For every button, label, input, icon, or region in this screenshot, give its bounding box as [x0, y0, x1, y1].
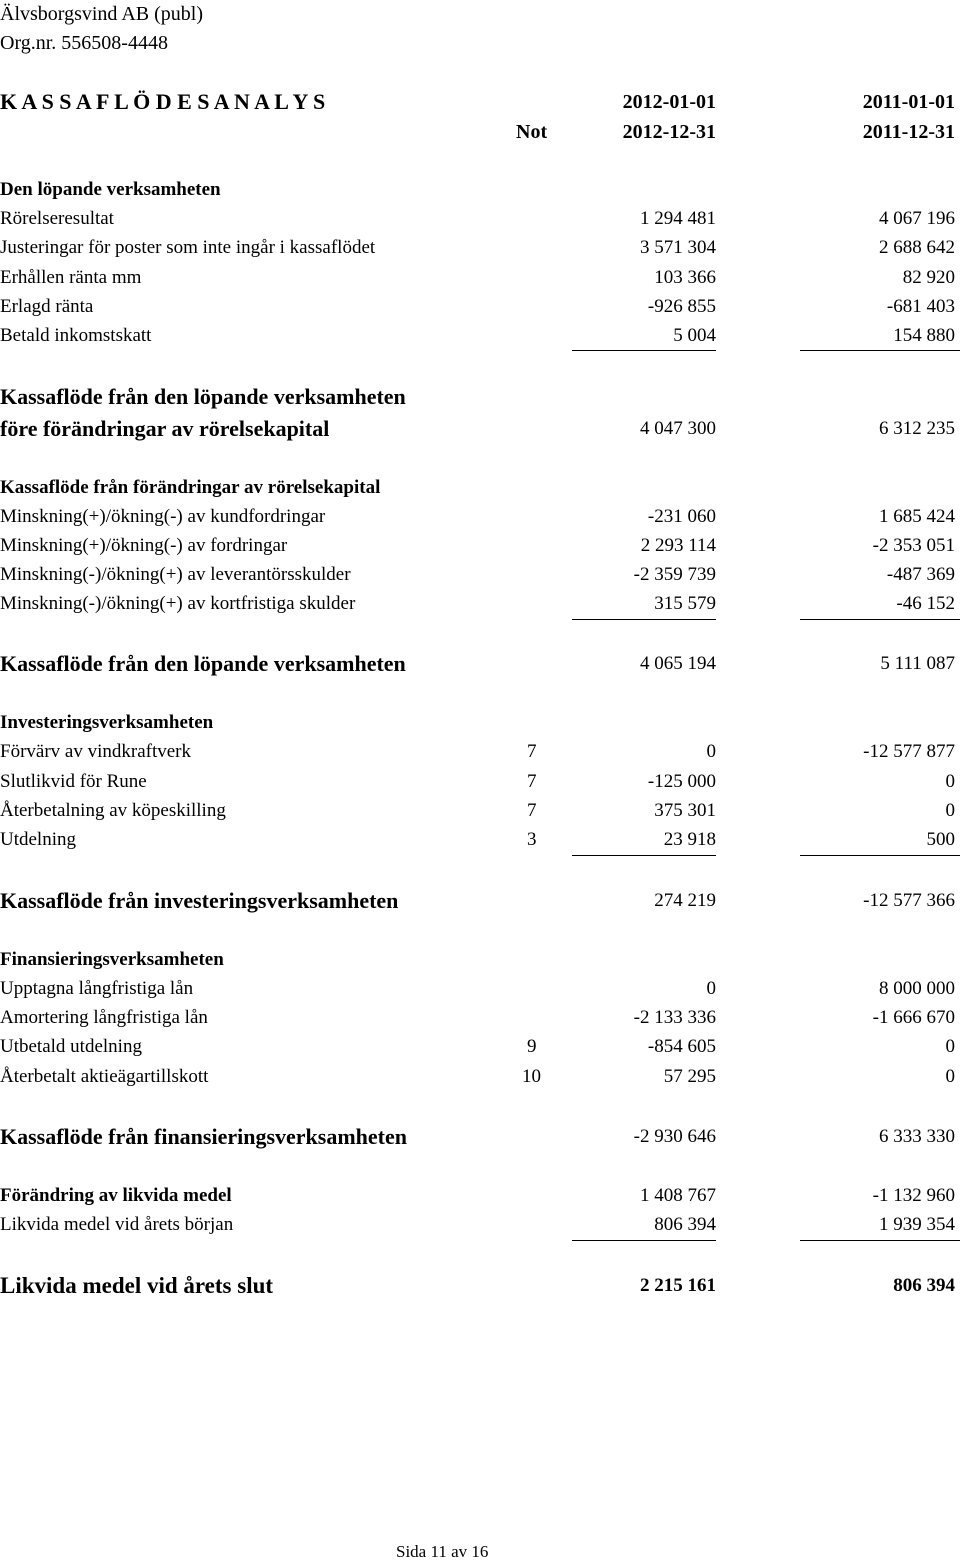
row-value-prior: -46 152 — [896, 593, 955, 614]
row-value-current: 806 394 — [654, 1214, 716, 1235]
row-value-prior: 0 — [945, 771, 955, 792]
subtotal-value-current: 4 047 300 — [640, 418, 716, 439]
row-value-prior: -1 132 960 — [872, 1185, 955, 1206]
row-value-current: 315 579 — [654, 593, 716, 614]
row-value-current: -231 060 — [647, 506, 716, 527]
section-heading-investing: Investeringsverksamheten — [0, 712, 214, 733]
closing-value-current: 2 215 161 — [640, 1275, 716, 1296]
sum-rule — [800, 1240, 960, 1241]
section-heading-working-capital: Kassaflöde från förändringar av rörelsekapital — [0, 477, 381, 498]
company-name: Älvsborgsvind AB (publ) — [0, 3, 203, 25]
total-value-current: 274 219 — [654, 890, 716, 911]
subtotal-label-line1: Kassaflöde från den löpande verksamheten — [0, 384, 406, 409]
row-value-prior: 0 — [945, 1036, 955, 1057]
row-label: Amortering långfristiga lån — [0, 1007, 208, 1028]
row-value-current: 23 918 — [663, 829, 716, 850]
row-label: Betald inkomstskatt — [0, 325, 152, 346]
total-value-prior: -12 577 366 — [863, 890, 955, 911]
total-label: Kassaflöde från finansieringsverksamheten — [0, 1124, 407, 1149]
total-value-prior: 5 111 087 — [880, 653, 955, 674]
sum-rule — [572, 619, 716, 620]
subtotal-value-prior: 6 312 235 — [879, 418, 955, 439]
row-note: 9 — [527, 1036, 537, 1057]
row-value-current: 0 — [706, 741, 716, 762]
row-label: Förändring av likvida medel — [0, 1185, 232, 1206]
row-label: Utbetald utdelning — [0, 1036, 142, 1057]
row-label: Likvida medel vid årets början — [0, 1214, 234, 1235]
row-note: 3 — [527, 829, 537, 850]
row-label: Återbetalt aktieägartillskott — [0, 1066, 209, 1087]
row-note: 7 — [527, 741, 537, 762]
row-label: Erhållen ränta mm — [0, 267, 142, 288]
row-value-current: 3 571 304 — [640, 237, 716, 258]
period-current-start: 2012-01-01 — [622, 91, 716, 113]
total-value-current: 4 065 194 — [640, 653, 716, 674]
total-value-current: -2 930 646 — [633, 1126, 716, 1147]
row-value-prior: 154 880 — [893, 325, 955, 346]
row-value-prior: 500 — [926, 829, 955, 850]
sum-rule — [800, 350, 960, 351]
row-value-current: -2 133 336 — [633, 1007, 716, 1028]
row-label: Minskning(+)/ökning(-) av kundfordringar — [0, 506, 326, 527]
row-value-prior: 1 939 354 — [879, 1214, 955, 1235]
closing-label: Likvida medel vid årets slut — [0, 1273, 274, 1298]
row-label: Upptagna långfristiga lån — [0, 978, 194, 999]
sum-rule — [572, 855, 716, 856]
row-value-current: 5 004 — [673, 325, 716, 346]
row-value-prior: 4 067 196 — [879, 208, 955, 229]
row-value-prior: 8 000 000 — [879, 978, 955, 999]
row-value-prior: 0 — [945, 800, 955, 821]
period-current-end: 2012-12-31 — [622, 121, 716, 143]
row-value-current: -2 359 739 — [633, 564, 716, 585]
row-label: Minskning(-)/ökning(+) av leverantörsskulder — [0, 564, 351, 585]
row-label: Minskning(-)/ökning(+) av kortfristiga skulder — [0, 593, 356, 614]
total-value-prior: 6 333 330 — [879, 1126, 955, 1147]
row-value-current: 57 295 — [663, 1066, 716, 1087]
row-value-prior: -681 403 — [886, 296, 955, 317]
row-label: Förvärv av vindkraftverk — [0, 741, 191, 762]
page-number: Sida 11 av 16 — [396, 1542, 489, 1561]
row-value-current: 1 294 481 — [640, 208, 716, 229]
org-number: Org.nr. 556508-4448 — [0, 32, 168, 54]
row-value-current: 103 366 — [654, 267, 716, 288]
row-label: Rörelseresultat — [0, 208, 114, 229]
section-heading-financing: Finansieringsverksamheten — [0, 949, 224, 970]
note-header: Not — [516, 121, 548, 143]
period-prior-start: 2011-01-01 — [862, 91, 955, 113]
period-prior-end: 2011-12-31 — [862, 121, 955, 143]
row-value-current: -926 855 — [647, 296, 716, 317]
row-value-current: 1 408 767 — [640, 1185, 716, 1206]
row-value-prior: 0 — [945, 1066, 955, 1087]
row-label: Återbetalning av köpeskilling — [0, 800, 226, 821]
row-value-current: -854 605 — [647, 1036, 716, 1057]
row-value-prior: -12 577 877 — [863, 741, 955, 762]
total-label: Kassaflöde från investeringsverksamheten — [0, 888, 399, 913]
row-value-prior: 1 685 424 — [879, 506, 955, 527]
row-value-prior: 82 920 — [902, 267, 955, 288]
row-label: Utdelning — [0, 829, 76, 850]
row-value-current: -125 000 — [647, 771, 716, 792]
sum-rule — [800, 619, 960, 620]
subtotal-label-line2: före förändringar av rörelsekapital — [0, 416, 330, 441]
row-label: Justeringar för poster som inte ingår i kassaflödet — [0, 237, 376, 258]
row-label: Slutlikvid för Rune — [0, 771, 147, 792]
row-value-prior: 2 688 642 — [879, 237, 955, 258]
row-note: 7 — [527, 800, 537, 821]
row-value-current: 0 — [706, 978, 716, 999]
sum-rule — [572, 1240, 716, 1241]
row-note: 7 — [527, 771, 537, 792]
row-value-current: 2 293 114 — [640, 535, 716, 556]
row-value-prior: -1 666 670 — [872, 1007, 955, 1028]
total-label: Kassaflöde från den löpande verksamheten — [0, 651, 406, 676]
row-label: Minskning(+)/ökning(-) av fordringar — [0, 535, 288, 556]
closing-value-prior: 806 394 — [893, 1275, 955, 1296]
row-note: 10 — [522, 1066, 541, 1087]
row-label: Erlagd ränta — [0, 296, 94, 317]
sum-rule — [572, 350, 716, 351]
row-value-prior: -2 353 051 — [872, 535, 955, 556]
section-heading-operating: Den löpande verksamheten — [0, 179, 221, 200]
row-value-prior: -487 369 — [886, 564, 955, 585]
report-title: K A S S A F L Ö D E S A N A L Y S — [0, 89, 326, 114]
row-value-current: 375 301 — [654, 800, 716, 821]
sum-rule — [800, 855, 960, 856]
